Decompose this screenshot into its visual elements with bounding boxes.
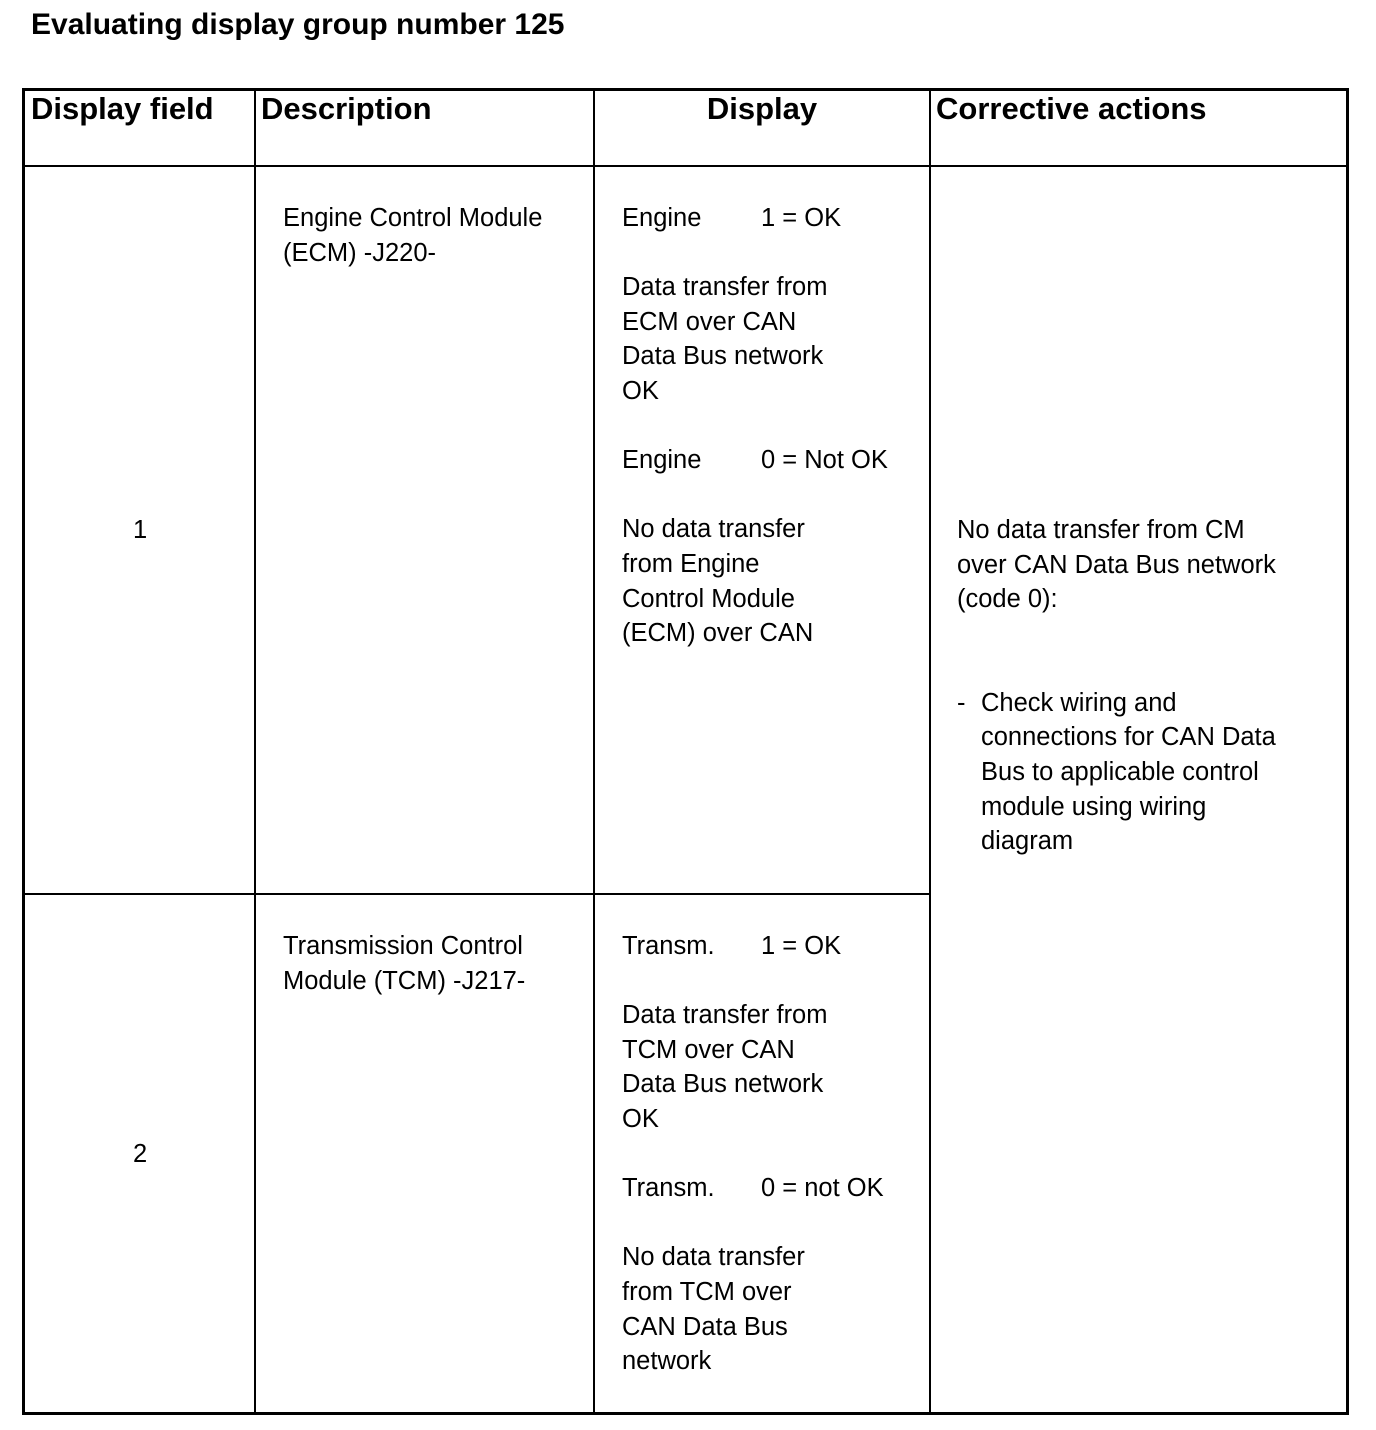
description-line: Module (TCM) -J217- xyxy=(283,966,526,995)
display-field-number: 1 xyxy=(133,516,148,544)
display-field-number: 2 xyxy=(133,1140,148,1168)
display-code: 1 = OK xyxy=(761,932,842,960)
display-text-line: Data transfer from xyxy=(622,273,828,302)
description-line: Engine Control Module xyxy=(283,204,543,232)
header-display: Display xyxy=(706,91,818,126)
display-code: 1 = OK xyxy=(761,204,842,232)
display-label: Transm. xyxy=(622,1174,715,1203)
description-line: Transmission Control xyxy=(283,932,523,960)
display-text-line: network xyxy=(622,1347,712,1376)
display-text-line: from TCM over xyxy=(622,1277,792,1306)
corrective-actions-cell xyxy=(957,513,1276,859)
display-text-line: TCM over CAN xyxy=(622,1035,795,1064)
description-cell xyxy=(283,929,525,998)
bullet-marker: - xyxy=(957,688,966,717)
display-cell xyxy=(622,201,888,651)
column-divider xyxy=(929,91,931,1412)
display-text-line: from Engine xyxy=(622,549,760,578)
column-divider xyxy=(254,91,256,1412)
display-code: 0 = Not OK xyxy=(761,446,888,475)
corrective-bullet xyxy=(957,686,1276,859)
row-divider xyxy=(25,893,931,895)
display-label: Engine xyxy=(622,204,702,232)
corrective-bullet-line: diagram xyxy=(981,827,1074,856)
display-text-line: OK xyxy=(622,1104,659,1133)
corrective-bullet-line: Bus to applicable control xyxy=(981,757,1259,786)
corrective-text-line: (code 0): xyxy=(957,585,1058,614)
display-text-line: ECM over CAN xyxy=(622,307,797,336)
display-text-line: No data transfer xyxy=(622,1243,805,1272)
header-description: Description xyxy=(261,91,432,126)
display-cell xyxy=(622,929,884,1379)
header-corrective-actions: Corrective actions xyxy=(936,91,1207,126)
display-text-line: Data Bus network xyxy=(622,1070,824,1099)
description-line: (ECM) -J220- xyxy=(283,238,437,267)
corrective-bullet-line: module using wiring xyxy=(981,792,1207,821)
corrective-text-line: over CAN Data Bus network xyxy=(957,550,1276,579)
header-divider xyxy=(25,165,1346,167)
corrective-bullet-line: Check wiring and xyxy=(981,688,1177,717)
display-text-line: OK xyxy=(622,376,659,405)
column-divider xyxy=(593,91,595,1412)
display-text-line: Control Module xyxy=(622,584,795,613)
display-text-line: Data Bus network xyxy=(622,342,824,371)
display-text-line: (ECM) over CAN xyxy=(622,619,814,648)
display-status-line xyxy=(622,929,884,964)
display-status-line xyxy=(622,443,888,478)
corrective-bullet-line: connections for CAN Data xyxy=(981,723,1276,752)
display-text-line: CAN Data Bus xyxy=(622,1312,788,1341)
page-title: Evaluating display group number 125 xyxy=(31,8,565,41)
display-text-line: Data transfer from xyxy=(622,1001,828,1030)
display-status-line xyxy=(622,1171,884,1206)
header-display-field: Display field xyxy=(31,91,214,126)
description-cell xyxy=(283,201,542,270)
corrective-text-line: No data transfer from CM xyxy=(957,516,1245,544)
diagnostic-table xyxy=(22,88,1349,1415)
display-label: Engine xyxy=(622,446,702,475)
display-status-line xyxy=(622,201,888,236)
display-label: Transm. xyxy=(622,932,715,960)
display-code: 0 = not OK xyxy=(761,1174,884,1203)
display-text-line: No data transfer xyxy=(622,515,805,544)
